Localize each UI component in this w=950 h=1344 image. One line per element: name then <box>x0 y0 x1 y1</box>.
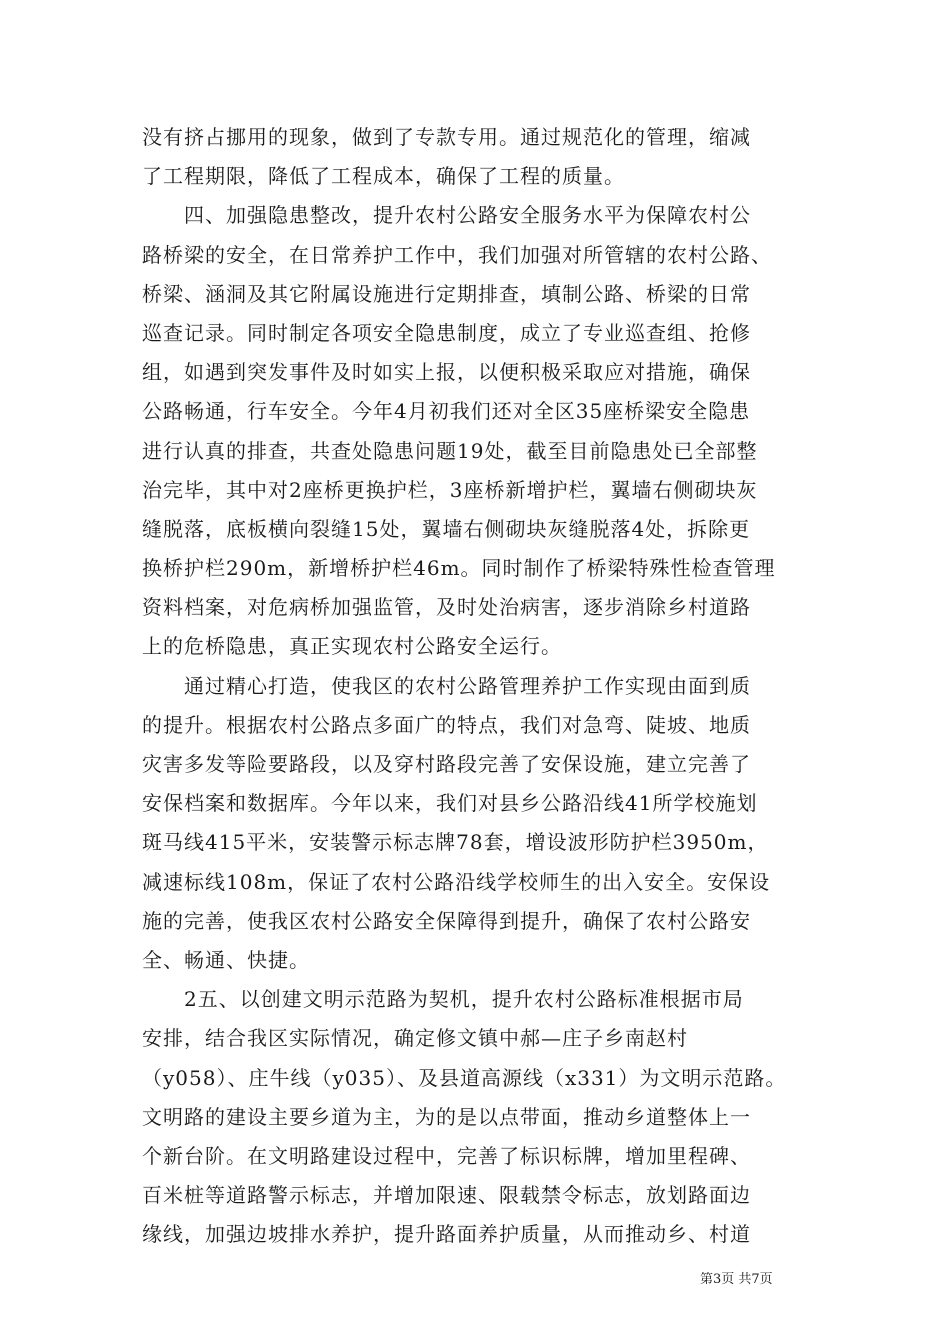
paragraph-start-line: 通过精心打造，使我区的农村公路管理养护工作实现由面到质 <box>184 673 751 698</box>
text-line: （y058）、庄牛线（y035）、及县道高源线（x331）为文明示范路。 <box>142 1065 787 1090</box>
text-line: 巡查记录。同时制定各项安全隐患制度，成立了专业巡查组、抢修 <box>142 320 751 345</box>
text-line: 没有挤占挪用的现象，做到了专款专用。通过规范化的管理，缩减 <box>142 125 751 149</box>
text-line: 施的完善，使我区农村公路安全保障得到提升，确保了农村公路安 <box>142 908 751 933</box>
text-line: 缝脱落，底板横向裂缝15处，翼墙右侧砌块灰缝脱落4处，拆除更 <box>142 516 751 541</box>
text-line: 安排，结合我区实际情况，确定修文镇中郝—庄子乡南赵村 <box>142 1026 688 1051</box>
text-line: 资料档案，对危病桥加强监管，及时处治病害，逐步消除乡村道路 <box>142 595 751 620</box>
text-line: 安保档案和数据库。今年以来，我们对县乡公路沿线41所学校施划 <box>142 791 758 816</box>
text-line: 灾害多发等险要路段，以及穿村路段完善了安保设施，建立完善了 <box>142 752 751 776</box>
text-line: 上的危桥隐患，真正实现农村公路安全运行。 <box>142 634 562 659</box>
section-heading-line: 2五、以创建文明示范路为契机，提升农村公路标准根据市局 <box>184 987 744 1012</box>
text-line: 了工程期限，降低了工程成本，确保了工程的质量。 <box>142 164 625 189</box>
text-line: 治完毕，其中对2座桥更换护栏，3座桥新增护栏，翼墙右侧砌块灰 <box>142 477 758 502</box>
text-line: 斑马线415平米，安装警示标志牌78套，增设波形防护栏3950m， <box>142 830 769 855</box>
text-line: 进行认真的排查，共查处隐患问题19处，截至目前隐患处已全部整 <box>142 438 758 463</box>
text-line: 个新台阶。在文明路建设过程中，完善了标识标牌，增加里程碑、 <box>142 1143 751 1168</box>
text-line: 缘线，加强边坡排水养护，提升路面养护质量，从而推动乡、村道 <box>142 1222 751 1247</box>
document-body <box>142 118 812 1254</box>
page-number-footer: 第3页 共7页 <box>700 1272 773 1287</box>
text-line: 减速标线108m，保证了农村公路沿线学校师生的出入安全。安保设 <box>142 869 771 894</box>
text-line: 百米桩等道路警示标志，并增加限速、限载禁令标志，放划路面边 <box>142 1183 751 1208</box>
section-heading-line: 四、加强隐患整改，提升农村公路安全服务水平为保障农村公 <box>184 203 751 228</box>
text-line: 换桥护栏290m，新增桥护栏46m。同时制作了桥梁特殊性检查管理 <box>142 556 776 581</box>
text-line: 全、畅通、快捷。 <box>142 947 310 972</box>
text-line: 路桥梁的安全，在日常养护工作中，我们加强对所管辖的农村公路、 <box>142 242 772 267</box>
text-line: 桥梁、涵洞及其它附属设施进行定期排查，填制公路、桥梁的日常 <box>142 281 751 306</box>
text-line: 组，如遇到突发事件及时如实上报，以便积极采取应对措施，确保 <box>142 360 751 385</box>
text-line: 的提升。根据农村公路点多面广的特点，我们对急弯、陡坡、地质 <box>142 712 751 737</box>
text-line: 公路畅通，行车安全。今年4月初我们还对全区35座桥梁安全隐患 <box>142 399 751 424</box>
text-line: 文明路的建设主要乡道为主，为的是以点带面，推动乡道整体上一 <box>142 1104 751 1129</box>
